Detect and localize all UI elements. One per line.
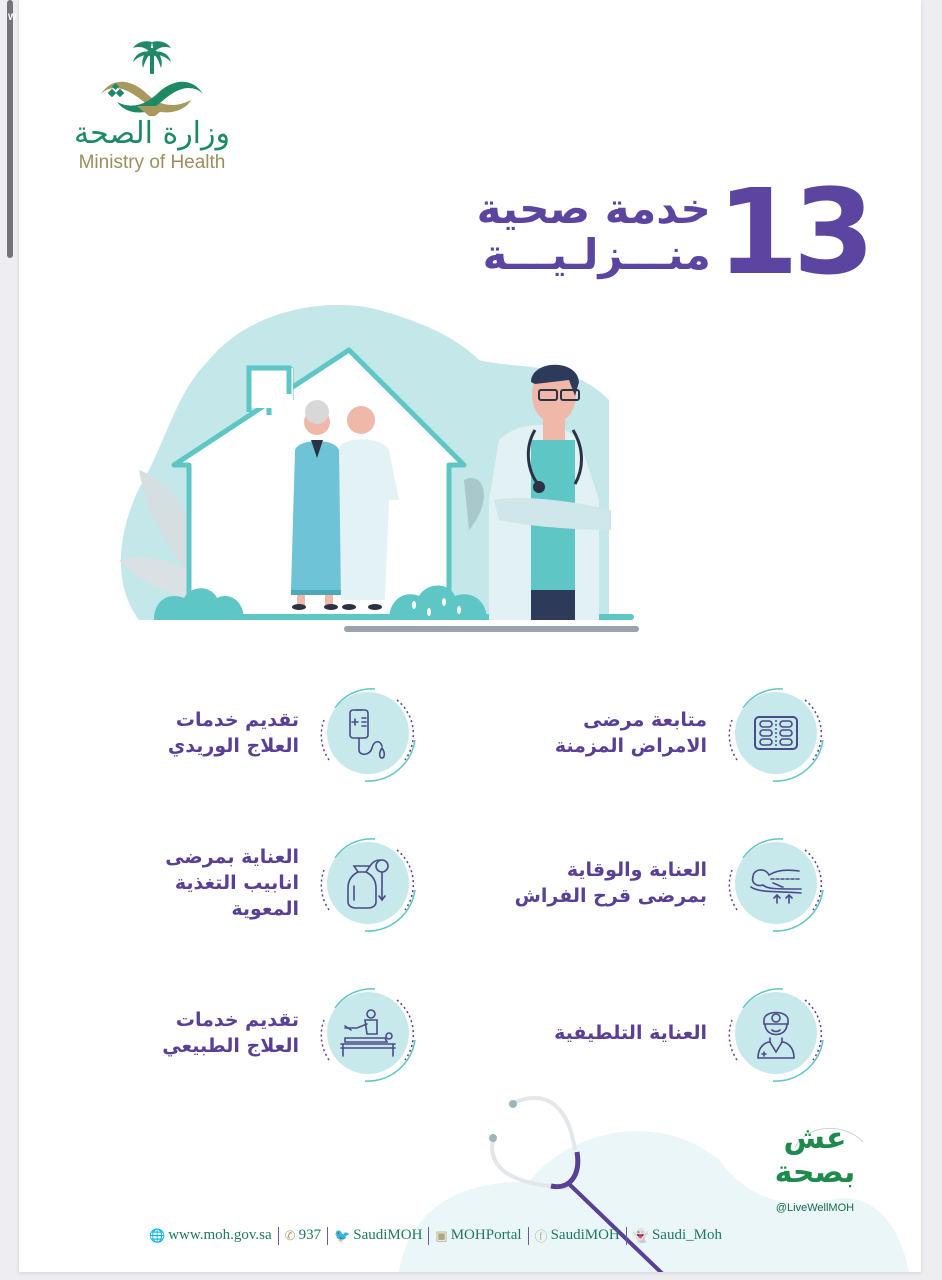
twitter-link[interactable]: 🐦 SaudiMOH — [334, 1227, 423, 1243]
facebook-link[interactable]: ⓕ SaudiMOH — [534, 1227, 620, 1244]
pill-blister-icon — [754, 716, 798, 750]
feeding-tube-icon — [344, 856, 392, 910]
services-count: 13 — [716, 163, 869, 301]
bedsore-patient-icon — [749, 861, 803, 905]
doctor-headmirror-icon — [754, 1006, 798, 1060]
divider — [278, 1227, 279, 1245]
logo-arabic-text: وزارة الصحة — [74, 116, 230, 151]
divider — [327, 1227, 328, 1245]
service-label-line-1: العناية والوقاية — [566, 859, 707, 881]
service-chronic-diseases — [555, 680, 829, 786]
service-physiotherapy — [162, 980, 421, 1086]
divider — [428, 1227, 429, 1245]
service-feeding-tube — [165, 830, 421, 936]
title-line-1: خدمة صحية — [476, 184, 711, 233]
service-label-line-3: المعوية — [231, 898, 299, 920]
youtube-link[interactable]: ▣ MOHPortal — [435, 1227, 522, 1243]
phone-link[interactable]: ✆ 937 — [284, 1227, 322, 1243]
snapchat-icon: 👻 — [632, 1227, 649, 1243]
moh-logo — [67, 38, 237, 174]
service-label-line-1: متابعة مرضى — [583, 709, 707, 731]
youtube-icon: ▣ — [435, 1227, 448, 1243]
divider — [626, 1227, 627, 1245]
service-label-line-2: بمرضى قرح الفراش — [514, 885, 707, 907]
vertical-scrollbar[interactable] — [7, 0, 13, 258]
snapchat-link[interactable]: 👻 Saudi_Moh — [632, 1227, 722, 1243]
page-title — [476, 163, 869, 301]
service-label-line-1: العناية بمرضى — [165, 846, 299, 868]
iv-drip-icon — [344, 706, 392, 760]
physiotherapy-icon — [339, 1008, 397, 1058]
service-label-line-2: العلاج الوريدي — [167, 735, 299, 757]
service-palliative-care — [554, 980, 829, 1086]
live-well-handle: @LiveWellMOH — [775, 1202, 855, 1214]
globe-icon: 🌐 — [149, 1227, 166, 1243]
service-label-line-2: العلاج الطبيعي — [162, 1035, 299, 1057]
poster-page — [19, 0, 921, 1272]
live-well-badge — [755, 1118, 875, 1223]
website-link[interactable]: 🌐 www.moh.gov.sa — [149, 1227, 272, 1243]
service-label-line-1: تقديم خدمات — [175, 709, 299, 731]
live-well-arabic: عش بصحة — [774, 1121, 856, 1190]
title-line-2: منـــزلـيـــة — [482, 230, 711, 279]
logo-english-text: Ministry of Health — [78, 152, 226, 173]
service-iv-therapy — [168, 680, 421, 786]
phone-icon: ✆ — [284, 1227, 296, 1243]
service-label-line-2: انابيب التغذية — [174, 872, 299, 894]
service-label-line-2: الامراض المزمنة — [554, 735, 707, 757]
palm-swords-emblem-icon — [87, 38, 217, 118]
title-text — [477, 186, 711, 278]
facebook-icon: ⓕ — [534, 1229, 548, 1244]
corner-label: W — [8, 12, 17, 22]
service-label-line-1: تقديم خدمات — [175, 1009, 299, 1031]
footer-contact-bar — [149, 1226, 722, 1245]
service-label-line-1: العناية التلطيفية — [554, 1022, 707, 1044]
service-bedsore-care — [515, 830, 829, 936]
divider — [528, 1227, 529, 1245]
home-care-illustration — [99, 300, 639, 640]
twitter-icon: 🐦 — [334, 1227, 351, 1243]
